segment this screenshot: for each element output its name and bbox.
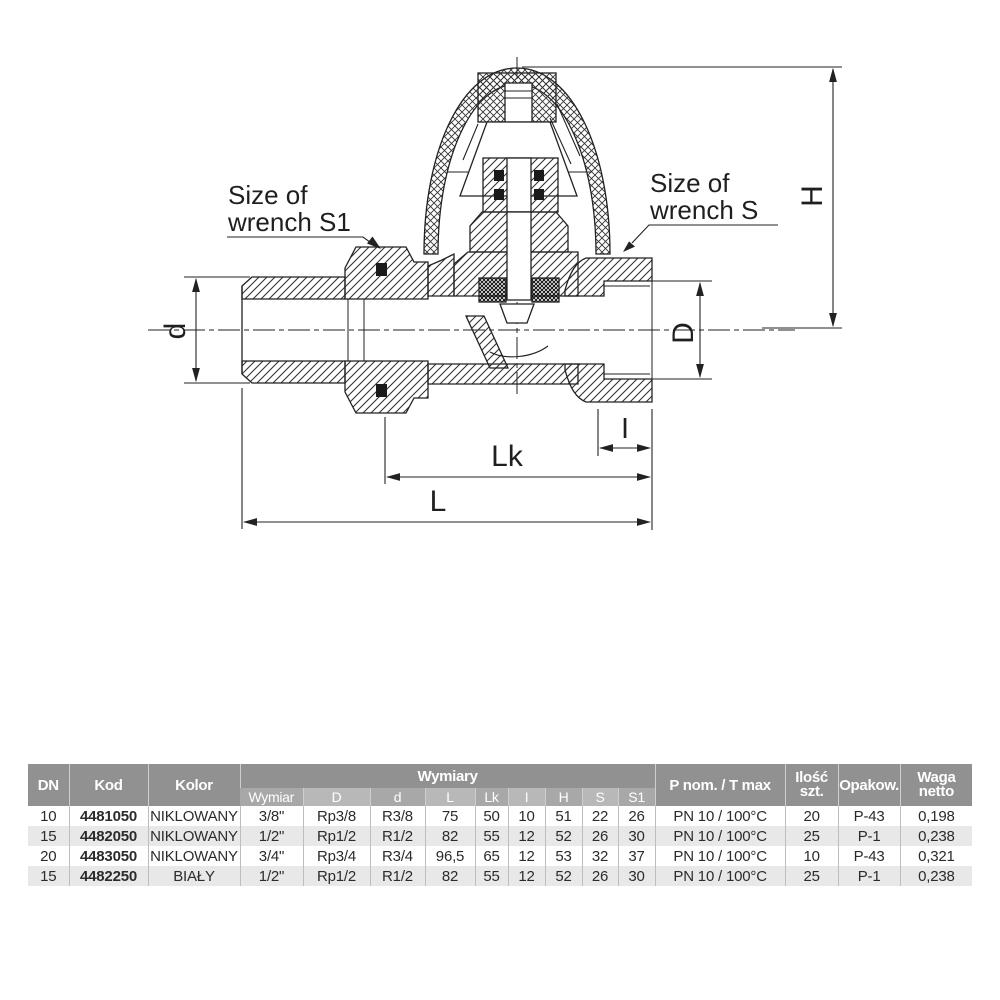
gasket-bottom (376, 384, 387, 397)
cell-wymiar: 1/2" (240, 826, 303, 846)
cell-S: 32 (582, 846, 618, 866)
subcol-S: S (582, 788, 618, 806)
cell-wymiar: 3/8" (240, 806, 303, 826)
label-d: d (159, 322, 192, 340)
col-header-kolor: Kolor (148, 764, 240, 806)
cell-S: 26 (582, 826, 618, 846)
cell-H: 51 (545, 806, 582, 826)
cell-S1: 26 (618, 806, 655, 826)
right-end-top (565, 258, 652, 296)
table-row (28, 866, 972, 886)
cell-opakow: P-43 (838, 846, 900, 866)
cell-opakow: P-43 (838, 806, 900, 826)
cell-I: 10 (508, 806, 545, 826)
cell-kod: 4483050 (69, 846, 148, 866)
callout-wrench-s1 (227, 180, 381, 249)
cell-waga: 0,321 (900, 846, 972, 866)
seat-partition (466, 316, 508, 368)
cell-D: Rp1/2 (303, 826, 370, 846)
cell-ilosc: 25 (785, 866, 838, 886)
cell-S1: 37 (618, 846, 655, 866)
label-I: I (620, 413, 630, 445)
subcol-wymiar: Wymiar (240, 788, 303, 806)
cell-d: R1/2 (370, 826, 425, 846)
col-header-opakow: Opakow. (838, 764, 900, 806)
cell-dn: 15 (40, 867, 57, 885)
callout-s-line2: wrench S (650, 195, 759, 225)
cell-D: Rp1/2 (303, 866, 370, 886)
valve-disc (500, 304, 534, 323)
cell-dn: 15 (40, 827, 57, 845)
cell-I: 12 (508, 846, 545, 866)
cell-kolor: NIKLOWANY (148, 846, 240, 866)
body-top-left-wall (428, 254, 454, 296)
leader-arrow-s (623, 241, 635, 252)
cell-H: 52 (545, 826, 582, 846)
label-H: H (796, 185, 829, 207)
cell-Lk: 50 (475, 806, 508, 826)
col-header-ilosc (785, 764, 838, 806)
cell-dn: 20 (40, 847, 57, 865)
seal-left (479, 278, 506, 302)
table-row (28, 846, 972, 866)
cell-Lk: 65 (475, 846, 508, 866)
seal-right (532, 278, 559, 302)
spec-table-container (28, 764, 972, 886)
cell-pnom: PN 10 / 100°C (655, 826, 785, 846)
stem-bonnet (454, 122, 578, 302)
spindle-screw (505, 83, 532, 124)
cell-pnom: PN 10 / 100°C (655, 806, 785, 826)
cell-S1: 30 (618, 866, 655, 886)
label-Lk: Lk (491, 440, 523, 473)
callout-s1-line1: Size of (228, 180, 308, 210)
cell-waga: 0,238 (900, 866, 972, 886)
cell-D: Rp3/8 (303, 806, 370, 826)
right-end-bottom (565, 364, 652, 402)
cell-ilosc: 10 (785, 846, 838, 866)
cell-S1: 30 (618, 826, 655, 846)
label-D: D (667, 322, 700, 344)
col-header-waga (900, 764, 972, 806)
cell-d: R1/2 (370, 866, 425, 886)
col-header-wymiary: Wymiary (240, 764, 655, 788)
callout-wrench-s (623, 168, 778, 252)
subcol-H: H (545, 788, 582, 806)
cell-pnom: PN 10 / 100°C (655, 866, 785, 886)
cell-H: 53 (545, 846, 582, 866)
cell-I: 12 (508, 826, 545, 846)
cell-wymiar: 1/2" (240, 866, 303, 886)
callout-s-line1: Size of (650, 168, 730, 198)
cell-L: 96,5 (425, 846, 475, 866)
cell-d: R3/4 (370, 846, 425, 866)
cell-L: 75 (425, 806, 475, 826)
subcol-Lk: Lk (475, 788, 508, 806)
spec-table (28, 764, 972, 886)
subcol-D: D (303, 788, 370, 806)
cell-S: 22 (582, 806, 618, 826)
cell-kod: 4481050 (69, 806, 148, 826)
tailpiece-top-wall (242, 277, 345, 299)
col-header-pnom: P nom. / T max (655, 764, 785, 806)
col-header-dn: DN (28, 764, 69, 806)
ilosc-line1: Ilość (795, 769, 828, 786)
cell-I: 12 (508, 866, 545, 886)
ilosc-line2: szt. (799, 783, 824, 800)
cell-waga: 0,198 (900, 806, 972, 826)
table-row (28, 806, 972, 826)
cell-kod: 4482250 (69, 866, 148, 886)
cell-S: 26 (582, 866, 618, 886)
cell-dn: 10 (40, 807, 57, 825)
waga-line1: Waga (917, 769, 956, 786)
cell-kolor: NIKLOWANY (148, 826, 240, 846)
subcol-d: d (370, 788, 425, 806)
cell-ilosc: 25 (785, 826, 838, 846)
cell-d: R3/8 (370, 806, 425, 826)
waga-line2: netto (918, 783, 954, 800)
cell-pnom: PN 10 / 100°C (655, 846, 785, 866)
cell-opakow: P-1 (838, 826, 900, 846)
cell-kod: 4482050 (69, 826, 148, 846)
gasket-top (376, 263, 387, 276)
cell-L: 82 (425, 826, 475, 846)
subcol-L: L (425, 788, 475, 806)
cell-Lk: 55 (475, 866, 508, 886)
cell-L: 82 (425, 866, 475, 886)
tailpiece-bottom-wall (242, 361, 345, 383)
cell-wymiar: 3/4" (240, 846, 303, 866)
header-row-main (28, 764, 972, 788)
subcol-S1: S1 (618, 788, 655, 806)
cell-H: 52 (545, 866, 582, 886)
col-header-kod: Kod (69, 764, 148, 806)
cell-waga: 0,238 (900, 826, 972, 846)
cell-opakow: P-1 (838, 866, 900, 886)
cell-kolor: BIAŁY (148, 866, 240, 886)
subcol-I: I (508, 788, 545, 806)
cell-kolor: NIKLOWANY (148, 806, 240, 826)
cell-ilosc: 20 (785, 806, 838, 826)
label-L: L (429, 485, 447, 518)
cell-Lk: 55 (475, 826, 508, 846)
cell-D: Rp3/4 (303, 846, 370, 866)
table-row (28, 826, 972, 846)
callout-s1-line2: wrench S1 (228, 207, 351, 237)
